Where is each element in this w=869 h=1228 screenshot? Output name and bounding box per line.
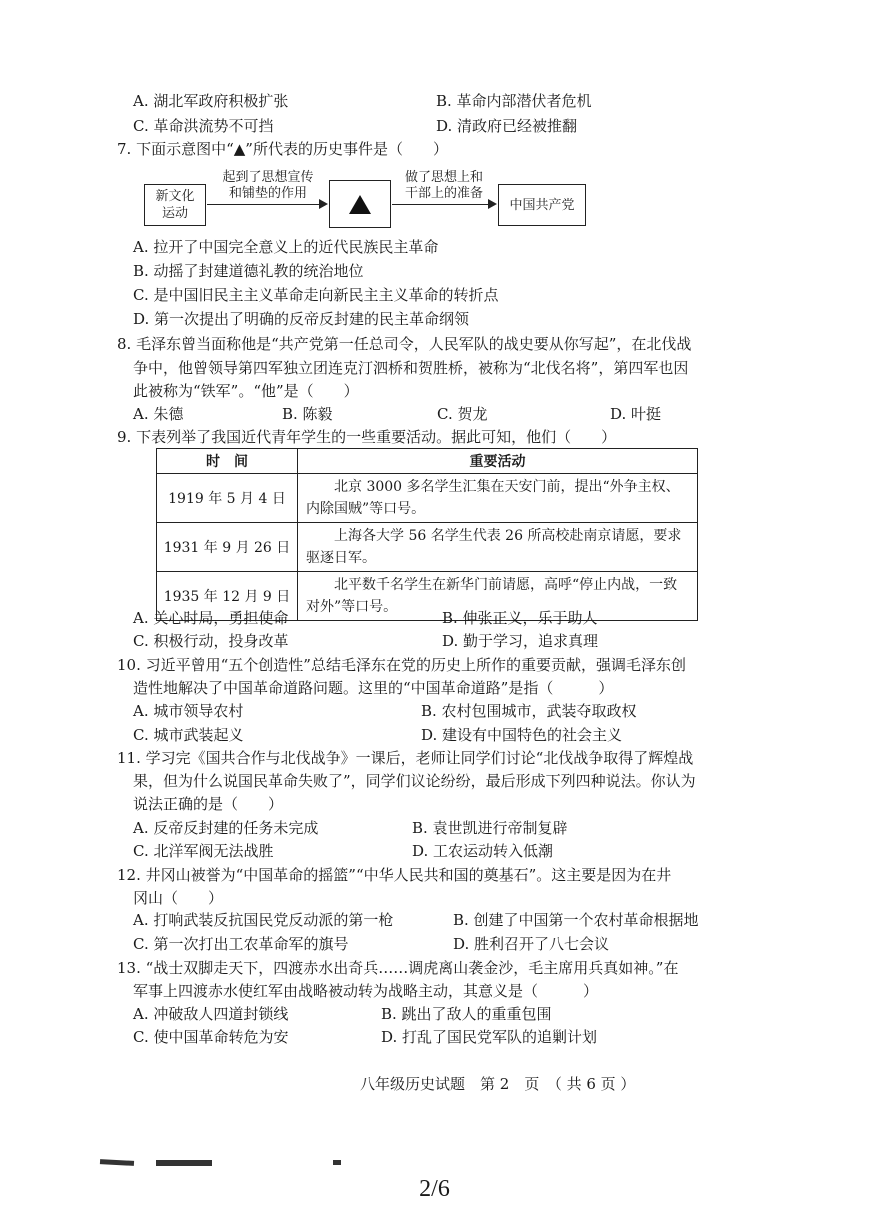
table-header-time: 时 间 <box>157 449 298 474</box>
q11-option-c: C. 北洋军阀无法战胜 <box>133 842 274 860</box>
q8-stem-line-2: 争中，他曾领导第四军独立团连克汀泗桥和贺胜桥，被称为“北伐名将”，第四军也因 <box>133 359 689 377</box>
q13-option-c: C. 使中国革命转危为安 <box>133 1028 289 1046</box>
table-row <box>157 523 698 572</box>
q9-option-a: A. 关心时局，勇担使命 <box>133 609 289 627</box>
q6-option-b: B. 革命内部潜伏者危机 <box>436 92 592 110</box>
page-number: 2/6 <box>419 1176 450 1202</box>
q12-option-d: D. 胜利召开了八七会议 <box>453 935 610 953</box>
q8-stem-line-3: 此被称为“铁军”。“他”是（ ） <box>133 382 359 400</box>
q12-option-b: B. 创建了中国第一个农村革命根据地 <box>453 911 699 929</box>
q11-stem-line-2: 果，但为什么说国民革命失败了”，同学们议论纷纷，最后形成下列四种说法。你认为 <box>133 772 696 790</box>
triangle-icon <box>349 195 371 214</box>
table-cell-time: 1931 年 9 月 26 日 <box>157 523 298 572</box>
q12-option-c: C. 第一次打出工农革命军的旗号 <box>133 935 349 953</box>
diagram-arrow2 <box>392 204 488 205</box>
q13-option-d: D. 打乱了国民党军队的追剿计划 <box>381 1028 598 1046</box>
q13-stem-line-2: 军事上四渡赤水使红军由战略被动转为战略主动，其意义是（ ） <box>133 982 599 1000</box>
q10-option-d: D. 建设有中国特色的社会主义 <box>421 726 623 744</box>
q13-option-a: A. 冲破敌人四道封锁线 <box>133 1005 289 1023</box>
q9-option-b: B. 伸张正义，乐于助人 <box>442 609 598 627</box>
table-header-activity: 重要活动 <box>298 449 698 474</box>
diagram-box-new-culture <box>144 184 206 226</box>
q7-diagram <box>140 170 600 232</box>
q8-stem-line-1: 8. 毛泽东曾当面称他是“共产党第一任总司令，人民军队的战史要从你写起”，在北伐战 <box>117 335 692 353</box>
q11-option-a: A. 反帝反封建的任务未完成 <box>133 819 319 837</box>
q6-option-a: A. 湖北军政府积极扩张 <box>133 92 289 110</box>
q10-option-a: A. 城市领导农村 <box>133 702 244 720</box>
q12-stem-line-2: 冈山（ ） <box>133 889 224 907</box>
q13-stem-line-1: 13. “战士双脚走天下，四渡赤水出奇兵……调虎离山袭金沙，毛主席用兵真如神。”在 <box>117 959 679 977</box>
diagram-box-ccp: 中国共产党 <box>498 184 586 226</box>
q7-option-d: D. 第一次提出了明确的反帝反封建的民主革命纲领 <box>133 310 470 328</box>
diagram-box1-line1: 新文化 <box>155 189 195 204</box>
scan-smudge <box>156 1160 212 1166</box>
diagram-arrow2-label <box>394 170 494 202</box>
q9-table <box>156 448 698 621</box>
q7-stem: 7. 下面示意图中“▲”所代表的历史事件是（ ） <box>117 140 448 158</box>
q12-stem-line-1: 12. 井冈山被誉为“中国革命的摇篮”“中华人民共和国的奠基石”。这主要是因为在井 <box>117 866 672 884</box>
q9-option-c: C. 积极行动，投身改革 <box>133 632 289 650</box>
table-header-row <box>157 449 698 474</box>
q11-option-b: B. 袁世凯进行帝制复辟 <box>412 819 568 837</box>
table-cell-activity: 北京 3000 多名学生汇集在天安门前，提出“外争主权、内除国贼”等口号。 <box>298 474 698 523</box>
scan-smudge <box>100 1159 134 1166</box>
q8-option-a: A. 朱德 <box>133 405 184 423</box>
scan-smudge <box>333 1160 341 1165</box>
q10-stem-line-1: 10. 习近平曾用“五个创造性”总结毛泽东在党的历史上所作的重要贡献，强调毛泽东创 <box>117 656 686 674</box>
diagram-arrow1-line2: 和铺垫的作用 <box>228 186 307 201</box>
q9-option-d: D. 勤于学习，追求真理 <box>442 632 599 650</box>
table-cell-time: 1935 年 12 月 9 日 <box>157 572 298 621</box>
diagram-arrow2-line2: 干部上的准备 <box>404 186 483 201</box>
q7-option-b: B. 动摇了封建道德礼教的统治地位 <box>133 262 364 280</box>
diagram-arrow2-head <box>488 199 497 209</box>
q7-option-c: C. 是中国旧民主主义革命走向新民主主义革命的转折点 <box>133 286 499 304</box>
diagram-arrow2-line1: 做了思想上和 <box>404 170 483 185</box>
diagram-box-event <box>329 180 391 228</box>
q10-stem-line-2: 造性地解决了中国革命道路问题。这里的“中国革命道路”是指（ ） <box>133 679 614 697</box>
table-cell-activity: 上海各大学 56 名学生代表 26 所高校赴南京请愿，要求驱逐日军。 <box>298 523 698 572</box>
q8-option-d: D. 叶挺 <box>610 405 662 423</box>
diagram-arrow1-line1: 起到了思想宣传 <box>222 170 314 185</box>
page-footer: 八年级历史试题 第 2 页 （ 共 6 页 ） <box>360 1075 636 1093</box>
q8-option-b: B. 陈毅 <box>282 405 333 423</box>
q11-option-d: D. 工农运动转入低潮 <box>412 842 554 860</box>
q7-option-a: A. 拉开了中国完全意义上的近代民族民主革命 <box>133 238 439 256</box>
diagram-arrow1 <box>207 204 319 205</box>
q8-option-c: C. 贺龙 <box>437 405 488 423</box>
diagram-arrow1-head <box>319 199 328 209</box>
diagram-arrow1-label <box>210 170 326 202</box>
table-cell-activity: 北平数千名学生在新华门前请愿，高呼“停止内战，一致对外”等口号。 <box>298 572 698 621</box>
q11-stem-line-1: 11. 学习完《国共合作与北伐战争》一课后，老师让同学们讨论“北伐战争取得了辉煌战 <box>117 749 694 767</box>
q6-option-c: C. 革命洪流势不可挡 <box>133 117 274 135</box>
q13-option-b: B. 跳出了敌人的重重包围 <box>381 1005 552 1023</box>
q9-stem: 9. 下表列举了我国近代青年学生的一些重要活动。据此可知，他们（ ） <box>117 428 617 446</box>
q12-option-a: A. 打响武装反抗国民党反动派的第一枪 <box>133 911 394 929</box>
q10-option-b: B. 农村包围城市，武装夺取政权 <box>421 702 637 720</box>
diagram-box1-line2: 运动 <box>161 206 188 221</box>
table-row <box>157 474 698 523</box>
table-cell-time: 1919 年 5 月 4 日 <box>157 474 298 523</box>
q11-stem-line-3: 说法正确的是（ ） <box>133 795 284 813</box>
q6-option-d: D. 清政府已经被推翻 <box>436 117 578 135</box>
q10-option-c: C. 城市武装起义 <box>133 726 244 744</box>
